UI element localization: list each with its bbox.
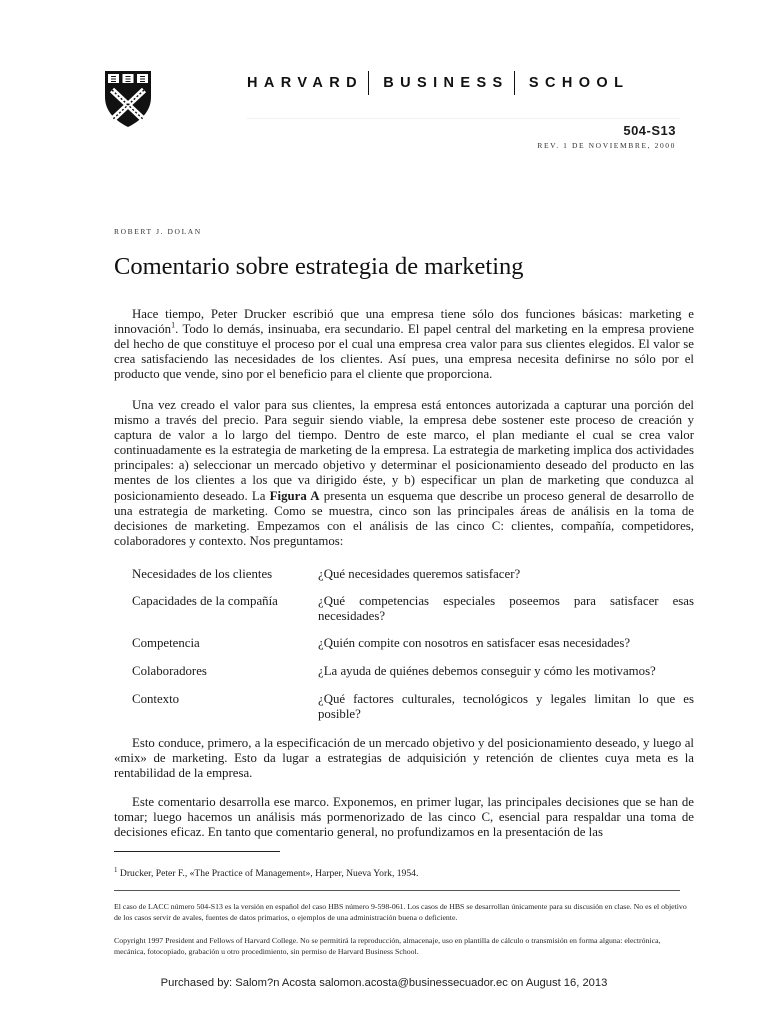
question-text: ¿La ayuda de quiénes debemos conseguir y cómo les motivamos? — [318, 664, 656, 678]
question-label: Capacidades de la compañía — [132, 594, 278, 608]
footnote-rule — [114, 851, 280, 852]
wordmark-school: SCHOOL — [528, 75, 630, 91]
question-text: ¿Quién compite con nosotros en satisfacer esas necesidades? — [318, 636, 631, 650]
footnote-text: Drucker, Peter F., «The Practice of Management», Harper, Nueva York, 1954. — [117, 868, 419, 880]
question-text: ¿Qué competencias especiales poseemos para satisfacer esas necesidades? — [318, 594, 694, 624]
paragraph-value-capture: Una vez creado el valor para sus clientes, la empresa está entonces autorizada a capturar una porción del mismo a través del precio. Para seguir siendo viable, la empresa debe sostener este proceso de creación y captura de valor a lo largo del tiempo. Dentro de este marco, el plan mediante el cual se crea valor continuadamente es la estrategia de marketing de la empresa. La estrategia de marketing implica dos actividades principales: a) seleccionar un mercado objetivo y determinar el posicionamiento deseado del producto en las mentes de los clientes a los que va dirigido éste, y b) especificar un plan de marketing que conduzca al posicionamiento deseado. La Figura A presenta un esquema que describe un proceso general de desarrollo de una estrategia de marketing. Como se muestra, cinco son las principales áreas de análisis en la toma de decisiones de marketing. Empezamos con el análisis de las cinco C: clientes, compañía, competidores, colaboradores y contexto. Nos preguntamos: — [114, 398, 694, 548]
page-title: Comentario sobre estrategia de marketing — [114, 253, 524, 280]
header-rule — [247, 118, 680, 119]
figure-reference: Figura A — [269, 488, 320, 503]
footnote-number: 1 — [114, 866, 118, 874]
harvard-shield-icon — [104, 70, 152, 128]
revision-date: REV. 1 DE NOVIEMBRE, 2000 — [537, 141, 676, 150]
paragraph-framework: Este comentario desarrolla ese marco. Exponemos, en primer lugar, las principales decisiones que se han de tomar; luego hacemos un análisis más pormenorizado de las cinco C, esencial para respaldar una toma de decisiones eficaz. En tanto que comentario general, no profundizamos en la presentación de las — [114, 795, 694, 840]
copyright-notice: Copyright 1997 President and Fellows of Harvard College. No se permitirá la reproducción, almacenaje, uso en plantilla de cálculo o transmisión en forma alguna: electrónica, mecánica, fotocopiado, grabación u otro procedimiento, sin permiso de Harvard Business School. — [114, 936, 661, 956]
footnote — [114, 866, 418, 879]
wordmark-harvard: HARVARD — [247, 75, 363, 91]
paragraph-mix: Esto conduce, primero, a la especificación de un mercado objetivo y del posicionamiento deseado, y luego al «mix» de marketing. Esto da lugar a estrategias de adquisición y retención de clientes cuya meta es la rentabilidad de la empresa. — [114, 736, 694, 781]
question-label: Colaboradores — [132, 664, 207, 678]
case-note: El caso de LACC número 504-S13 es la versión en español del caso HBS número 9-598-061. Los casos de HBS se desarrollan únicamente para su discusión en clase. No es el objetivo de los casos servir de avales, fuentes de datos primarios, o ejemplos de una administración buena o deficiente. — [114, 902, 687, 922]
question-text: ¿Qué factores culturales, tecnológicos y legales limitan lo que es posible? — [318, 692, 694, 722]
case-number: 504-S13 — [623, 123, 676, 138]
question-label: Competencia — [132, 636, 200, 650]
author: ROBERT J. DOLAN — [114, 227, 202, 236]
question-label: Contexto — [132, 692, 180, 706]
question-label: Necesidades de los clientes — [132, 567, 273, 581]
purchase-notice: Purchased by: Salom?n Acosta salomon.acosta@businessecuador.ec on August 16, 2013 — [160, 977, 608, 989]
question-text: ¿Qué necesidades queremos satisfacer? — [318, 567, 521, 581]
wordmark-divider — [514, 71, 515, 95]
school-wordmark — [247, 71, 680, 95]
wordmark-divider — [368, 71, 369, 95]
notes-rule — [114, 890, 680, 891]
wordmark-business: BUSINESS — [383, 75, 509, 91]
footnote-reference[interactable]: 1 — [171, 320, 176, 330]
paragraph-intro: Hace tiempo, Peter Drucker escribió que una empresa tiene sólo dos funciones básicas: marketing e innovación$^1$. Todo lo demás, insinuaba, era secundario. El papel central del marketing en la empresa proviene del hecho de que constituye el proceso por el cual una empresa crea valor para sus clientes elegidos. El valor se crea satisfaciendo las necesidades de los clientes. Así pues, una empresa necesita definirse no sólo por el producto que vende, sino por el beneficio para el cliente que proporciona. — [114, 307, 694, 382]
